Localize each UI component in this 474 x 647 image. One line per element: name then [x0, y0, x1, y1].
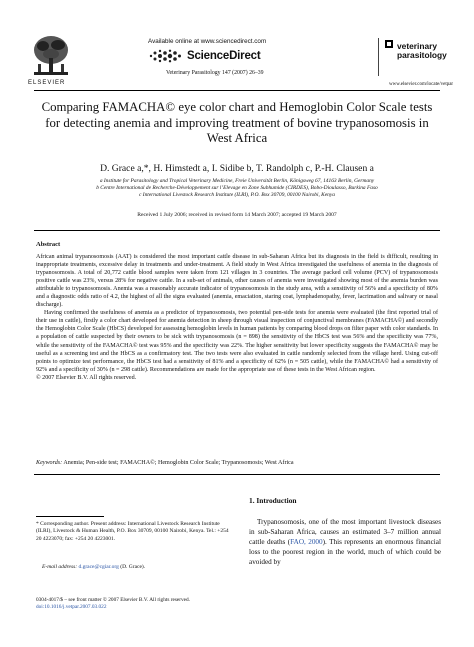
- keywords-label: Keywords:: [36, 460, 63, 466]
- journal-name-line2: parasitology: [397, 50, 447, 60]
- sciencedirect-dots-icon: [148, 49, 182, 63]
- sciencedirect-logo: [148, 49, 260, 63]
- abstract-copyright: © 2007 Elsevier B.V. All rights reserved.: [36, 374, 137, 381]
- journal-header: [0, 0, 474, 88]
- journal-name-line1: veterinary: [397, 41, 438, 51]
- affiliation-b: b Centre International de Recherche-Développement sur l’Elevage en Zone Subhumide (CIRDES), Bobo-Dioulasso, Burkina Faso: [96, 185, 378, 192]
- author-affiliations: [40, 178, 434, 200]
- article-title: Comparing FAMACHA© eye color chart and Hemoglobin Color Scale tests for detecting anemia and improving treatment of bovine trypanosomosis in West Africa: [41, 100, 433, 145]
- abstract-body: [36, 253, 438, 382]
- issn-block: [36, 597, 190, 611]
- email-line: [42, 564, 145, 570]
- journal-name: [397, 42, 447, 60]
- header-divider: [34, 90, 440, 91]
- available-online-text: Available online at www.sciencedirect.com: [148, 38, 267, 45]
- doi-link[interactable]: doi:10.1016/j.vetpar.2007.03.022: [36, 604, 107, 611]
- abstract-paragraph-1: African animal trypanosomosis (AAT) is considered the most important cattle disease in sub-Saharan Africa but its diagnosis in the field is difficult, resulting in inappropriate treatments, excessive delay in treatments and under-treatment. A field study in West Africa investigated the usefulness of anemia in the diagnosis of trypanosomosis. A total of 20,772 cattle blood samples were taken from 121 villages in 3 countries. The average packed cell volume (PCV) of trypanosomosis positive cattle was 23%, versus 28% for negative cattle. In a sub-set of animals, other causes of anemia were investigated showing most of the anemia burden was attributable to trypanosomosis. Anemia was a reasonably accurate indicator of trypanosomosis in the study area, with a sensitivity of 56% and a specificity of 80% and a diagnostic odds ratio of 4.2, the highest of all the signs evaluated (anemia, emaciation, staring coat, lymphadenopathy, fever, lacrimation and salivary or nasal discharge).: [36, 254, 438, 309]
- corresponding-author-footnote: * Corresponding author. Present address: International Livestock Research Institute (ILRI), Livestock & Human Health, P.O. Box 30709, 00100 Nairobi, Kenya. Tel.: +254 20 4223070; fax: +254 20 4223001.: [36, 521, 229, 542]
- journal-citation: Veterinary Parasitology 147 (2007) 26–39: [166, 70, 264, 76]
- intro-text-part-b: ). This represents an enormous financial loss to the poorest region in the world, much of which could be avoided by: [249, 537, 441, 566]
- intro-text-part-a: Trypanosomosis, one of the most important livestock diseases in sub-Saharan Africa, causes an estimated 3–7 million annual cattle deaths (: [249, 518, 441, 546]
- issn-line: 0304-4017/$ – see front matter © 2007 Elsevier B.V. All rights reserved.: [36, 597, 190, 603]
- article-authors: D. Grace a,*, H. Himstedt a, I. Sidibe b, T. Randolph c, P.-H. Clausen a: [100, 163, 374, 174]
- keywords-line: [36, 460, 438, 466]
- email-suffix: (D. Grace).: [120, 564, 146, 570]
- received-dates: Received 1 July 2006; received in revised form 14 March 2007; accepted 19 March 2007: [137, 212, 337, 218]
- abstract-heading: Abstract: [36, 241, 61, 248]
- abstract-bottom-divider: [34, 474, 440, 475]
- elsevier-tree-logo-icon: [30, 34, 72, 78]
- affiliation-c: c International Livestock Research Institute (ILRI), P.O. Box 30709, 00100 Nairobi, Kenya: [139, 192, 335, 199]
- email-link[interactable]: d.grace@cgiar.org: [78, 564, 119, 570]
- introduction-heading: 1. Introduction: [249, 496, 297, 505]
- affiliation-a: a Institute for Parasitology and Tropical Veterinary Medicine, Freie Universität Berlin, Königsweg 67, 14163 Berlin, Germany: [99, 178, 375, 184]
- keywords-text: Anemia; Pen-side test; FAMACHA©; Hemoglobin Color Scale; Trypanosomosis; West Africa: [63, 460, 294, 466]
- journal-url[interactable]: www.elsevier.com/locate/vetpar: [389, 82, 454, 87]
- journal-brand: [378, 38, 448, 76]
- email-label: E-mail address:: [42, 564, 78, 570]
- abstract-paragraph-2: Having confirmed the usefulness of anemia as a predictor of trypanosomosis, two potential pen-side tests for anemia were evaluated (the first reported trial of their use in cattle), firstly a color chart developed for anemia detection in sheep through visual inspection of conjunctival membranes (FAMACHA©) and secondly the Hemoglobin Color Scale (HbCS) developed for assessing hemoglobin levels in human patients by comparing blood drops on filter paper with color standards. In a population of cattle suspected by their owners to be sick with trypanosomosis (n = 898) the sensitivity of the HbCS test was 56% and the specificity was 77%, while the sensitivity of the FAMACHA© test was 95% and the specificity was 22%. The higher sensitivity but lower specificity suggests the FAMACHA© may be useful as a screening test and the HbCS as a confirmatory test. The two tests were also evaluated in cattle randomly selected from the village herd. Using cut-off points to optimize test performance, the HbCS test had a sensitivity of 81% and a specificity of 62% (n = 505 cattle), while the FAMACHA© had a sensitivity of 92% and a specificity of 30% (n = 298 cattle). Recommendations are made for the appropriate use of these tests in the West African region.: [36, 310, 438, 373]
- publisher-name: ELSEVIER: [28, 80, 66, 86]
- journal-mark-icon: [385, 40, 393, 48]
- intro-reference-link[interactable]: FAO, 2000: [290, 537, 323, 546]
- introduction-text: [249, 518, 441, 568]
- footnote-rule: [36, 516, 104, 517]
- sciencedirect-wordmark: ScienceDirect: [187, 50, 261, 62]
- abstract-top-divider: [34, 230, 440, 231]
